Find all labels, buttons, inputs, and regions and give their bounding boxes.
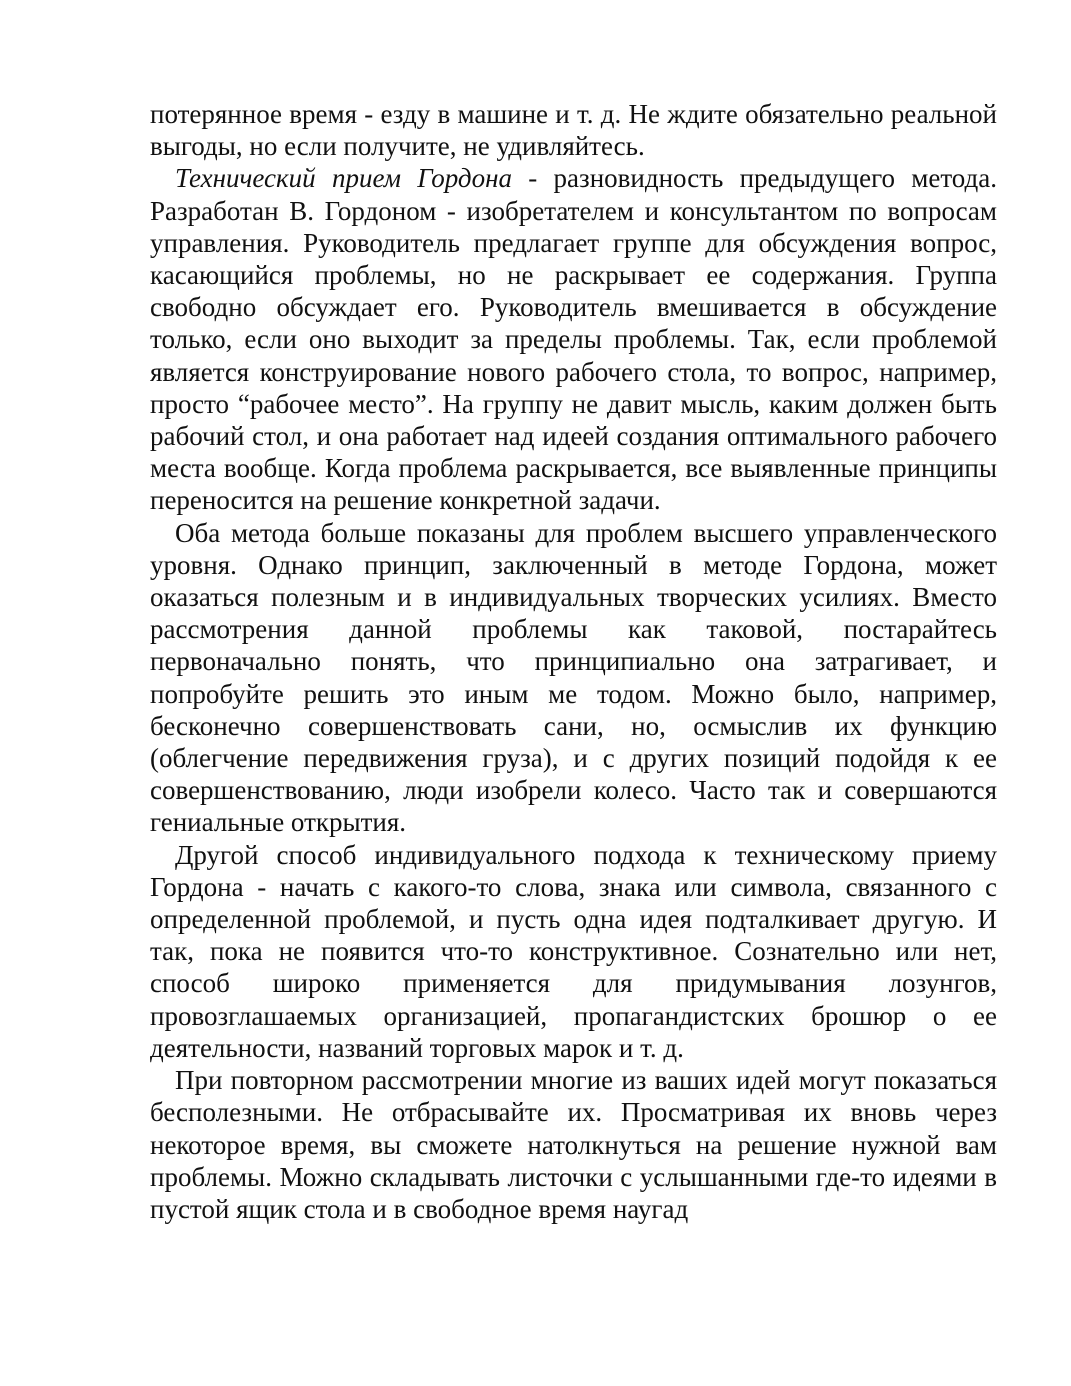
paragraph-text: Оба метода больше показаны для проблем высшего управленческого уровня. Однако принцип, заключенный в методе Гордона, может оказаться полезным и в индивидуальных творческих усилиях. Вместо рассмотрения данной проблемы как таковой, постарайтесь первоначально понять, что принципиально она затрагивает, и попробуйте решить это иным ме тодом. Можно было, например, бесконечно совершенствовать сани, но, осмыслив их функцию (облегчение передвижения груза), и с других позиций подойдя к ее совершенствованию, люди изобрели колесо. Часто так и совершаются гениальные открытия. (150, 517, 997, 838)
paragraph-individual-approach (150, 839, 997, 1064)
paragraph-continuation (150, 98, 997, 162)
paragraph-gordon-technique (150, 162, 997, 516)
paragraph-text: При повторном рассмотрении многие из ваших идей могут показаться бесполезными. Не отбрасывайте их. Просматривая их вновь через некоторое время, вы сможете натолкнуться на решение нужной вам проблемы. Можно складывать листочки с услышанными где-то идеями в пустой ящик стола и в свободное время наугад (150, 1065, 997, 1224)
document-page (150, 98, 997, 1225)
term-gordon-technique: Технический прием Гордона (175, 163, 512, 194)
paragraph-both-methods (150, 517, 997, 839)
paragraph-text: - разновидность предыдущего метода. Разработан В. Гордоном - изобретателем и консультантом по вопросам управления. Руководитель предлагает группе для обсуждения вопрос, касающийся проблемы, но не раскрывает ее содержания. Группа свободно обсуждает его. Руководитель вмешивается в обсуждение только, если оно выходит за пределы проблемы. Так, если проблемой является конструирование нового рабочего стола, то вопрос, например, просто “рабочее место”. На группу не давит мысль, каким должен быть рабочий стол, и она работает над идеей создания оптимального рабочего места вообще. Когда проблема раскрывается, все выявленные принципы переносится на решение конкретной задачи. (150, 163, 997, 516)
paragraph-text: Другой способ индивидуального подхода к техническому приему Гордона - начать с какого-то слова, знака или символа, связанного с определенной проблемой, и пусть одна идея подталкивает другую. И так, пока не появится что-то конструктивное. Сознательно или нет, способ широко применяется для придумывания лозунгов, провозглашаемых организацией, пропагандистских брошюр о ее деятельности, названий торговых марок и т. д. (150, 839, 997, 1063)
paragraph-reconsideration (150, 1064, 997, 1225)
paragraph-text: потерянное время - езду в машине и т. д. Не ждите обязательно реальной выгоды, но если получите, не удивляйтесь. (150, 99, 997, 162)
